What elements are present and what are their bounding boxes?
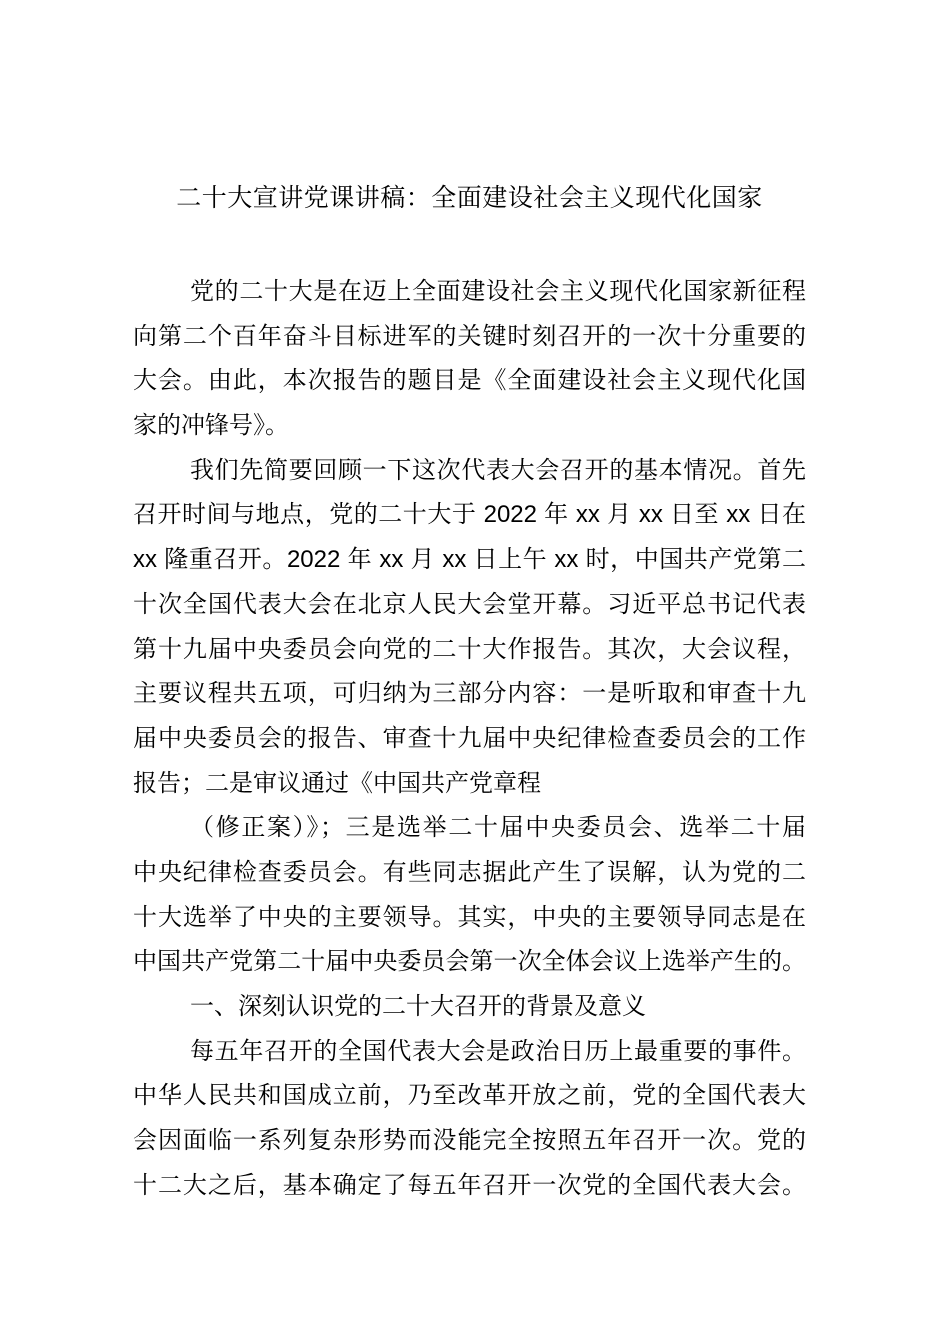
text-line: 大会。由此，本次报告的题目是《全面建设社会主义现代化国 [133,367,806,395]
text-line: 家的冲锋号》。 [133,412,289,440]
text-line: 第十九届中央委员会向党的二十大作报告。其次，大会议程， [133,635,806,663]
text-line: 召开时间与地点，党的二十大于 2022 年 xx 月 xx 日至 xx 日在 [133,501,806,529]
body-paragraph [133,806,806,985]
text-line: 报告；二是审议通过《中国共产党章程 [133,769,541,797]
text-line: 届中央委员会的报告、审查十九届中央纪律检查委员会的工作 [133,724,806,752]
text-line: 向第二个百年奋斗目标进军的关键时刻召开的一次十分重要的 [133,322,806,350]
text-line: xx 隆重召开。2022 年 xx 月 xx 日上午 xx 时，中国共产党第二 [133,546,806,574]
section-heading: 一、深刻认识党的二十大召开的背景及意义 [190,993,646,1020]
text-line: 我们先简要回顾一下这次代表大会召开的基本情况。首先 [190,456,806,484]
text-line: 十二大之后，基本确定了每五年召开一次党的全国代表大会。 [133,1171,806,1199]
text-line: 十次全国代表大会在北京人民大会堂开幕。习近平总书记代表 [133,590,806,618]
body-paragraph [133,1030,806,1209]
text-line: 党的二十大是在迈上全面建设社会主义现代化国家新征程 [190,278,806,305]
document-title: 二十大宣讲党课讲稿：全面建设社会主义现代化国家 [176,184,763,212]
text-line: （修正案）》；三是选举二十届中央委员会、选举二十届 [190,814,806,842]
text-line: 主要议程共五项，可归纳为三部分内容：一是听取和审查十九 [133,680,806,708]
text-line: 中华人民共和国成立前，乃至改革开放之前，党的全国代表大 [133,1082,806,1110]
body-paragraph [133,270,806,449]
section-heading-paragraph [133,985,806,1030]
text-line: 中国共产党第二十届中央委员会第一次全体会议上选举产生的。 [133,948,806,976]
text-line: 每五年召开的全国代表大会是政治日历上最重要的事件。 [190,1037,806,1065]
text-line: 十大选举了中央的主要领导。其实，中央的主要领导同志是在 [133,903,806,931]
text-line: 会因面临一系列复杂形势而没能完全按照五年召开一次。党的 [133,1127,806,1155]
body-paragraph [133,449,806,807]
text-line: 中央纪律检查委员会。有些同志据此产生了误解，认为党的二 [133,858,806,886]
document-body [133,270,806,1208]
